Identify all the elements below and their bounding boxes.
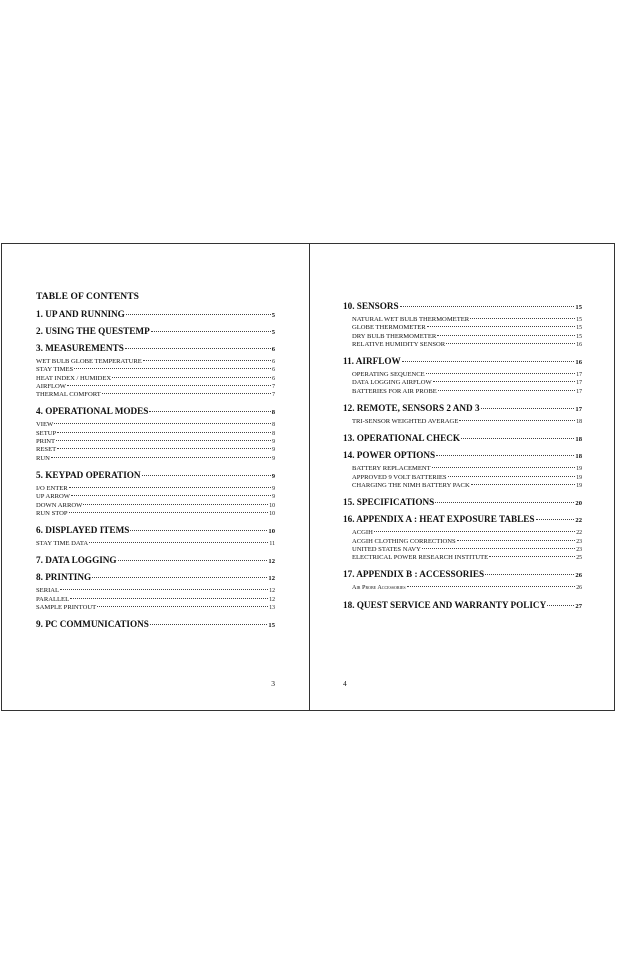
toc-section-entry[interactable] <box>36 309 275 319</box>
toc-section-entry[interactable] <box>343 356 582 366</box>
entry-page-number: 8 <box>271 409 275 417</box>
entry-page-number: 15 <box>575 304 582 311</box>
dot-leader <box>470 318 575 319</box>
entry-page-number: 9 <box>272 447 275 454</box>
entry-label: DATA LOGGING AIRFLOW <box>352 379 432 387</box>
dot-leader <box>422 548 575 549</box>
toc-subsections <box>343 371 582 396</box>
entry-label: 10. SENSORS <box>343 301 399 311</box>
entry-label: DOWN ARROW <box>36 501 83 509</box>
toc-section <box>343 403 582 426</box>
entry-page-number: 8 <box>272 422 275 429</box>
dot-leader <box>71 495 271 496</box>
toc-section <box>36 343 275 399</box>
toc-subsections <box>343 465 582 490</box>
dot-leader <box>461 438 574 439</box>
toc-subsection-entry[interactable] <box>343 538 582 546</box>
entry-page-number: 9 <box>271 472 275 480</box>
toc-subsection-entry[interactable] <box>36 446 275 454</box>
toc-section <box>343 600 582 610</box>
page-number-left: 3 <box>271 679 275 688</box>
dot-leader <box>407 586 576 587</box>
entry-label: WET BULB GLOBE TEMPERATURE <box>36 358 142 365</box>
entry-page-number: 5 <box>271 312 275 319</box>
toc-right <box>343 294 582 612</box>
dot-leader <box>69 487 271 488</box>
entry-label: OPERATING SEQUENCE <box>352 371 425 379</box>
entry-label: STAY TIME DATA <box>36 540 89 548</box>
entry-page-number: 23 <box>576 546 582 553</box>
entry-label: 9. PC COMMUNICATIONS <box>36 619 149 630</box>
dot-leader <box>426 373 575 374</box>
toc-section-entry[interactable] <box>343 514 582 524</box>
entry-label: 3. MEASUREMENTS <box>36 343 124 353</box>
entry-page-number: 10 <box>268 528 275 536</box>
toc-section <box>343 514 582 562</box>
entry-page-number: 6 <box>272 359 275 365</box>
toc-subsection-entry[interactable] <box>36 455 275 463</box>
dot-leader <box>433 381 576 382</box>
entry-label: 4. OPERATIONAL MODES <box>36 406 149 417</box>
dot-leader <box>149 411 270 412</box>
toc-list-left <box>36 309 275 629</box>
entry-label: SETUP <box>36 429 57 437</box>
dot-leader <box>83 504 268 505</box>
entry-label: ACGIH CLOTHING CORRECTIONS <box>352 537 456 545</box>
entry-label: SERIAL <box>36 587 60 595</box>
toc-subsection-entry[interactable] <box>343 388 582 396</box>
toc-subsections <box>36 587 275 612</box>
dot-leader <box>57 448 271 449</box>
entry-page-number: 15 <box>576 325 582 332</box>
entry-page-number: 8 <box>272 430 275 437</box>
entry-page-number: 20 <box>575 500 582 508</box>
entry-page-number: 16 <box>575 359 582 367</box>
toc-subsection-entry[interactable] <box>36 493 275 501</box>
entry-label: BATTERIES FOR AIR PROBE <box>352 387 437 395</box>
entry-page-number: 15 <box>576 317 582 323</box>
entry-label: TRI-SENSOR WEIGHTED AVERAGE <box>352 418 459 426</box>
entry-page-number: 12 <box>268 558 275 566</box>
toc-section <box>36 555 275 565</box>
entry-label: ELECTRICAL POWER RESEARCH INSTITUTE <box>352 554 489 562</box>
dot-leader <box>151 331 271 332</box>
dot-leader <box>547 605 574 606</box>
toc-section-entry[interactable] <box>36 470 275 480</box>
dot-leader <box>126 314 271 315</box>
entry-page-number: 27 <box>575 602 582 610</box>
toc-section-entry[interactable] <box>36 555 275 565</box>
entry-page-number: 13 <box>269 605 275 612</box>
entry-page-number: 9 <box>272 439 275 446</box>
dot-leader <box>130 530 267 531</box>
dot-leader <box>74 368 271 369</box>
toc-subsection-entry[interactable] <box>36 510 275 518</box>
toc-subsections <box>36 421 275 462</box>
toc-section-entry[interactable] <box>36 619 275 629</box>
dot-leader <box>438 390 575 391</box>
toc-subsection-entry[interactable] <box>36 438 275 446</box>
dot-leader <box>70 598 268 599</box>
entry-label: SAMPLE PRINTOUT <box>36 604 97 612</box>
dot-leader <box>67 385 271 386</box>
dot-leader <box>102 393 271 394</box>
toc-subsection-entry[interactable] <box>36 502 275 510</box>
dot-leader <box>481 408 575 409</box>
dot-leader <box>51 457 271 458</box>
toc-subsection-entry[interactable] <box>343 371 582 379</box>
toc-subsection-entry[interactable] <box>343 465 582 473</box>
dot-leader <box>471 484 575 485</box>
entry-label: STAY TIMES <box>36 366 74 374</box>
dot-leader <box>125 348 271 349</box>
toc-subsection-entry[interactable] <box>343 482 582 490</box>
toc-section <box>343 569 582 592</box>
toc-subsections <box>343 584 582 592</box>
toc-section <box>343 356 582 396</box>
dot-leader <box>536 519 575 520</box>
toc-section <box>343 301 582 349</box>
dot-leader <box>57 432 271 433</box>
toc-subsection-entry[interactable] <box>343 316 582 324</box>
entry-label: 15. SPECIFICATIONS <box>343 497 435 508</box>
dot-leader <box>436 455 574 456</box>
entry-label: AIRFLOW <box>36 382 67 390</box>
entry-page-number: 22 <box>575 517 582 525</box>
entry-label: UP ARROW <box>36 493 71 501</box>
entry-page-number: 17 <box>576 380 582 387</box>
dot-leader <box>69 512 269 513</box>
entry-label: HEAT INDEX / HUMIDEX <box>36 374 112 382</box>
toc-section-entry[interactable] <box>343 569 582 579</box>
entry-label: RELATIVE HUMIDITY SENSOR <box>352 340 446 348</box>
toc-title: TABLE OF CONTENTS <box>36 292 140 302</box>
toc-subsection-entry[interactable] <box>343 546 582 554</box>
entry-label: 12. REMOTE, SENSORS 2 AND 3 <box>343 403 480 414</box>
entry-page-number: 17 <box>576 372 582 379</box>
dot-leader <box>112 377 271 378</box>
entry-label: 16. APPENDIX A : HEAT EXPOSURE TABLES <box>343 514 535 525</box>
dot-leader <box>485 574 574 575</box>
toc-subsection-entry[interactable] <box>343 379 582 387</box>
toc-subsection-entry[interactable] <box>36 383 275 391</box>
entry-label: UNITED STATES NAVY <box>352 545 421 553</box>
entry-label: PRINT <box>36 438 56 446</box>
toc-section-entry[interactable] <box>343 433 582 443</box>
dot-leader <box>457 540 576 541</box>
entry-label: 2. USING THE QUESTEMP <box>36 326 150 336</box>
toc-subsection-entry[interactable] <box>36 430 275 438</box>
toc-subsections <box>36 540 275 548</box>
toc-section <box>36 309 275 319</box>
toc-section <box>343 433 582 443</box>
entry-label: THERMAL COMFORT <box>36 391 101 399</box>
entry-label: 14. POWER OPTIONS <box>343 450 436 461</box>
entry-page-number: 19 <box>576 466 582 473</box>
entry-page-number: 12 <box>269 596 275 603</box>
dot-leader <box>432 467 576 468</box>
dot-leader <box>150 624 268 625</box>
toc-subsection-entry[interactable] <box>36 587 275 595</box>
entry-page-number: 22 <box>576 530 582 537</box>
entry-label: 13. OPERATIONAL CHECK <box>343 433 460 444</box>
dot-leader <box>143 360 271 361</box>
page-number-right: 4 <box>343 679 347 688</box>
toc-section <box>36 470 275 518</box>
toc-section <box>36 406 275 462</box>
entry-page-number: 12 <box>268 575 275 583</box>
toc-subsection-entry[interactable] <box>343 333 582 341</box>
toc-subsection-entry[interactable] <box>343 341 582 349</box>
toc-section-entry[interactable] <box>343 403 582 413</box>
dot-leader <box>437 335 575 336</box>
toc-subsection-entry[interactable] <box>36 485 275 493</box>
entry-page-number: 23 <box>576 538 582 545</box>
toc-left <box>36 292 275 631</box>
toc-list-right <box>343 301 582 610</box>
entry-page-number: 26 <box>576 585 582 592</box>
entry-page-number: 9 <box>272 494 275 501</box>
left-page <box>2 244 309 710</box>
entry-page-number: 26 <box>575 572 582 580</box>
dot-leader <box>448 476 576 477</box>
entry-label: DRY BULB THERMOMETER <box>352 332 437 340</box>
toc-subsections <box>343 418 582 426</box>
dot-leader <box>89 542 268 543</box>
entry-label: 6. DISPLAYED ITEMS <box>36 525 130 536</box>
dot-leader <box>92 577 267 578</box>
entry-page-number: 6 <box>272 375 275 382</box>
entry-page-number: 7 <box>272 392 275 399</box>
entry-label: PARALLEL <box>36 595 70 603</box>
dot-leader <box>142 475 271 476</box>
toc-subsection-entry[interactable] <box>36 540 275 548</box>
entry-page-number: 9 <box>272 455 275 462</box>
toc-subsection-entry[interactable] <box>36 596 275 604</box>
entry-label: APPROVED 9 VOLT BATTERIES <box>352 473 447 481</box>
entry-label: 5. KEYPAD OPERATION <box>36 469 141 480</box>
entry-label: 17. APPENDIX B : ACCESSORIES <box>343 569 485 580</box>
dot-leader <box>402 361 575 362</box>
entry-page-number: 18 <box>575 436 582 444</box>
toc-section-entry[interactable] <box>36 525 275 535</box>
entry-label: BATTERY REPLACEMENT <box>352 465 431 473</box>
toc-section-entry[interactable] <box>343 600 582 610</box>
entry-page-number: 16 <box>576 341 582 348</box>
dot-leader <box>118 560 268 561</box>
entry-page-number: 11 <box>269 541 275 548</box>
entry-label: 8. PRINTING <box>36 572 92 583</box>
dot-leader <box>446 343 575 344</box>
toc-subsections <box>343 529 582 562</box>
toc-subsection-entry[interactable] <box>343 474 582 482</box>
toc-section-entry[interactable] <box>343 450 582 460</box>
right-page <box>310 244 616 710</box>
toc-subsections <box>343 316 582 349</box>
toc-section-entry[interactable] <box>36 343 275 353</box>
entry-page-number: 6 <box>271 346 275 353</box>
dot-leader <box>56 440 271 441</box>
dot-leader <box>97 606 268 607</box>
entry-page-number: 6 <box>272 367 275 374</box>
entry-label: NATURAL WET BULB THERMOMETER <box>352 316 470 323</box>
entry-label: CHARGING THE NIMH BATTERY PACK <box>352 481 470 489</box>
entry-page-number: 17 <box>576 388 582 395</box>
entry-page-number: 9 <box>272 485 275 492</box>
entry-label: 11. AIRFLOW <box>343 356 401 367</box>
entry-page-number: 15 <box>268 622 275 630</box>
entry-page-number: 25 <box>576 555 582 562</box>
toc-section <box>36 619 275 629</box>
toc-section <box>343 497 582 507</box>
dot-leader <box>60 589 268 590</box>
toc-subsection-entry[interactable] <box>36 375 275 383</box>
entry-label: 7. DATA LOGGING <box>36 555 117 566</box>
toc-subsection-entry[interactable] <box>343 584 582 592</box>
toc-subsection-entry[interactable] <box>36 421 275 429</box>
toc-section-entry[interactable] <box>36 572 275 582</box>
entry-page-number: 12 <box>269 588 275 595</box>
dot-leader <box>374 531 575 532</box>
entry-label: VIEW <box>36 421 54 429</box>
dot-leader <box>489 556 575 557</box>
book-spread <box>1 243 615 711</box>
toc-subsections <box>36 358 275 399</box>
toc-subsection-entry[interactable] <box>36 366 275 374</box>
entry-label: 18. QUEST SERVICE AND WARRANTY POLICY <box>343 599 547 610</box>
dot-leader <box>435 502 574 503</box>
toc-subsection-entry[interactable] <box>343 418 582 426</box>
toc-subsection-entry[interactable] <box>36 358 275 366</box>
entry-page-number: 5 <box>271 329 275 336</box>
toc-section <box>343 450 582 490</box>
toc-section-entry[interactable] <box>36 406 275 416</box>
entry-label: Air Probe Accessories <box>352 584 406 592</box>
toc-section-entry[interactable] <box>36 326 275 336</box>
dot-leader <box>427 326 576 327</box>
entry-page-number: 10 <box>269 502 275 509</box>
toc-section-entry[interactable] <box>343 497 582 507</box>
entry-label: ACGIH <box>352 529 373 537</box>
entry-label: RUN STOP <box>36 509 68 517</box>
entry-label: 1. UP AND RUNNING <box>36 309 125 319</box>
toc-subsection-entry[interactable] <box>343 529 582 537</box>
toc-subsection-entry[interactable] <box>36 391 275 399</box>
entry-page-number: 18 <box>576 419 582 426</box>
entry-label: I/O ENTER <box>36 484 68 492</box>
entry-label: RUN <box>36 454 50 462</box>
entry-page-number: 17 <box>575 406 582 414</box>
toc-section-entry[interactable] <box>343 301 582 311</box>
toc-section <box>36 572 275 612</box>
entry-page-number: 19 <box>576 482 582 489</box>
dot-leader <box>54 423 271 424</box>
entry-label: GLOBE THERMOMETER <box>352 324 426 332</box>
dot-leader <box>459 420 575 421</box>
entry-label: RESET <box>36 446 57 454</box>
toc-subsection-entry[interactable] <box>343 554 582 562</box>
entry-page-number: 15 <box>576 333 582 340</box>
toc-subsections <box>36 485 275 518</box>
entry-page-number: 7 <box>272 383 275 390</box>
toc-section <box>36 326 275 336</box>
dot-leader <box>400 306 575 307</box>
toc-subsection-entry[interactable] <box>343 324 582 332</box>
entry-page-number: 18 <box>575 453 582 461</box>
entry-page-number: 10 <box>269 510 275 517</box>
entry-page-number: 19 <box>576 474 582 481</box>
toc-section <box>36 525 275 548</box>
toc-subsection-entry[interactable] <box>36 604 275 612</box>
